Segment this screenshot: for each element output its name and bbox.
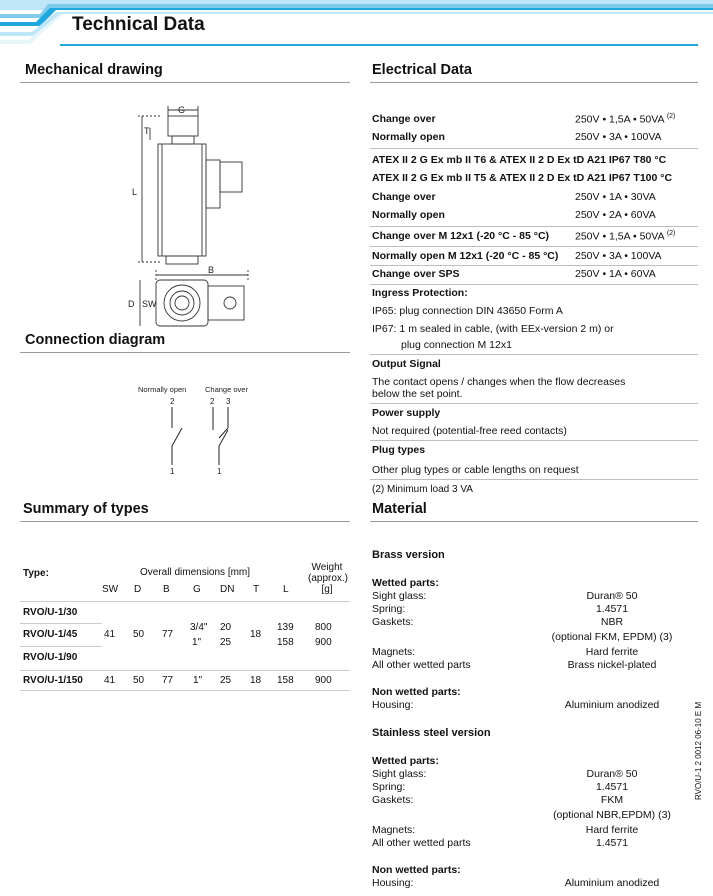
divider [370,354,698,355]
brass-version-title: Brass version [372,549,445,561]
atex-t5-label: ATEX II 2 G Ex mb II T5 & ATEX II 2 D Ex tD A21 IP67 T100 °C [372,172,673,184]
wetted-parts-label: Wetted parts: [372,755,439,767]
pin-2-label: 2 [170,397,175,406]
elec-row: Change over SPS 250V • 1A • 60VA [372,268,656,280]
summary-column-headers: SW D B G DN T L [102,584,289,595]
power-supply-text: Not required (potential-free reed contacts) [372,425,567,437]
divider [20,690,350,691]
output-text-2: below the set point. [372,388,463,400]
material-row: Magnets: Hard ferrite [372,824,639,836]
material-row: All other wetted parts Brass nickel-plated [372,659,657,671]
dim-d-label: D [128,299,135,309]
output-signal-title: Output Signal [372,358,441,370]
divider [370,521,698,522]
summary-title: Summary of types [23,501,149,517]
dim-l-label: L [132,187,138,197]
output-text: The contact opens / changes when the flow decreases [372,376,626,388]
non-wetted-label: Non wetted parts: [372,864,461,876]
elec-row: Change over 250V • 1,5A • 50VA $^{(2)}$ [372,113,676,126]
type-name: RVO/U-1/45 [23,629,78,640]
type-label: Type: [23,568,49,579]
dim-sw-label: SW [142,299,157,309]
pin-3-label: 3 [226,397,231,406]
material-row: Sight glass: Duran® 50 [372,590,638,602]
divider [20,82,350,83]
dim-t-label: T [144,126,150,136]
dim-b-label: B [208,265,215,275]
material-row: Sight glass: Duran® 50 [372,768,638,780]
material-row: Housing: Aluminium anodized [372,877,660,889]
weight-header: Weight (approx.) [g] [308,562,349,595]
elec-row: Normally open 250V • 3A • 100VA [372,131,662,143]
elec-row: Change over 250V • 1A • 30VA [372,191,656,203]
dim-g-label: G [178,105,186,115]
material-row: All other wetted parts 1.4571 [372,837,629,849]
summary-row-150: RVO/U-1/150 41 50 77 1" 25 18 158 900 [23,675,332,686]
mechanical-drawing [120,100,260,335]
ip67-text: IP67: 1 m sealed in cable, (with EEx-version 2 m) or [372,323,614,335]
plug-types-text: Other plug types or cable lengths on request [372,464,579,476]
type-name: RVO/U-1/30 [23,607,78,618]
document-code: RVO/U-1 2 0012 06-10 E M [694,701,703,800]
elec-row: Change over M 12x1 (-20 °C - 85 °C) 250V • 1,5A • 50VA $^{(2)}$ [372,230,676,243]
connection-diagram [130,380,270,480]
material-row: Magnets: Hard ferrite [372,646,639,658]
material-row: (optional NBR,EPDM) (3) [553,809,671,821]
divider [370,148,698,149]
material-row: Spring: 1.4571 [372,781,629,793]
divider [20,670,350,671]
power-supply-title: Power supply [372,407,441,419]
divider [20,601,350,602]
divider [370,403,698,404]
divider [370,246,698,247]
material-row: Housing: Aluminium anodized [372,699,660,711]
mechanical-drawing-title: Mechanical drawing [25,62,163,78]
footnote: (2) Minimum load 3 VA [372,484,473,495]
divider [370,284,698,285]
divider [370,82,698,83]
divider [370,479,698,480]
material-row: Spring: 1.4571 [372,603,629,615]
divider [370,440,698,441]
ip65-text: IP65: plug connection DIN 43650 Form A [372,305,563,317]
pin-2b-label: 2 [210,397,215,406]
overall-dimensions-label: Overall dimensions [mm] [140,567,251,578]
electrical-data-title: Electrical Data [372,62,472,78]
normally-open-label: Normally open [138,385,187,394]
page-title: Technical Data [72,14,205,35]
divider [20,352,350,353]
pin-1b-label: 1 [217,467,222,476]
plug-types-title: Plug types [372,444,426,456]
material-row: Gaskets: NBR [372,616,624,628]
wetted-parts-label: Wetted parts: [372,577,439,589]
elec-row: Normally open 250V • 2A • 60VA [372,209,656,221]
ip67-text-2: plug connection M 12x1 [401,339,512,351]
divider [20,521,350,522]
ingress-title: Ingress Protection: [372,287,468,299]
material-row: Gaskets: FKM [372,794,624,806]
atex-t6-label: ATEX II 2 G Ex mb II T6 & ATEX II 2 D Ex tD A21 IP67 T80 °C [372,154,667,166]
material-row: (optional FKM, EPDM) (3) [551,631,673,643]
material-title: Material [372,501,427,517]
non-wetted-label: Non wetted parts: [372,686,461,698]
type-name: RVO/U-1/90 [23,652,78,663]
connection-diagram-title: Connection diagram [25,332,166,348]
divider [370,265,698,266]
divider [370,226,698,227]
change-over-label: Change over [205,385,248,394]
summary-row-values: 41 50 77 3/4" 1" 20 25 18 139 158 800 900 [104,622,332,648]
pin-1-label: 1 [170,467,175,476]
stainless-version-title: Stainless steel version [372,727,491,739]
elec-row: Normally open M 12x1 (-20 °C - 85 °C) 250V • 3A • 100VA [372,250,662,262]
